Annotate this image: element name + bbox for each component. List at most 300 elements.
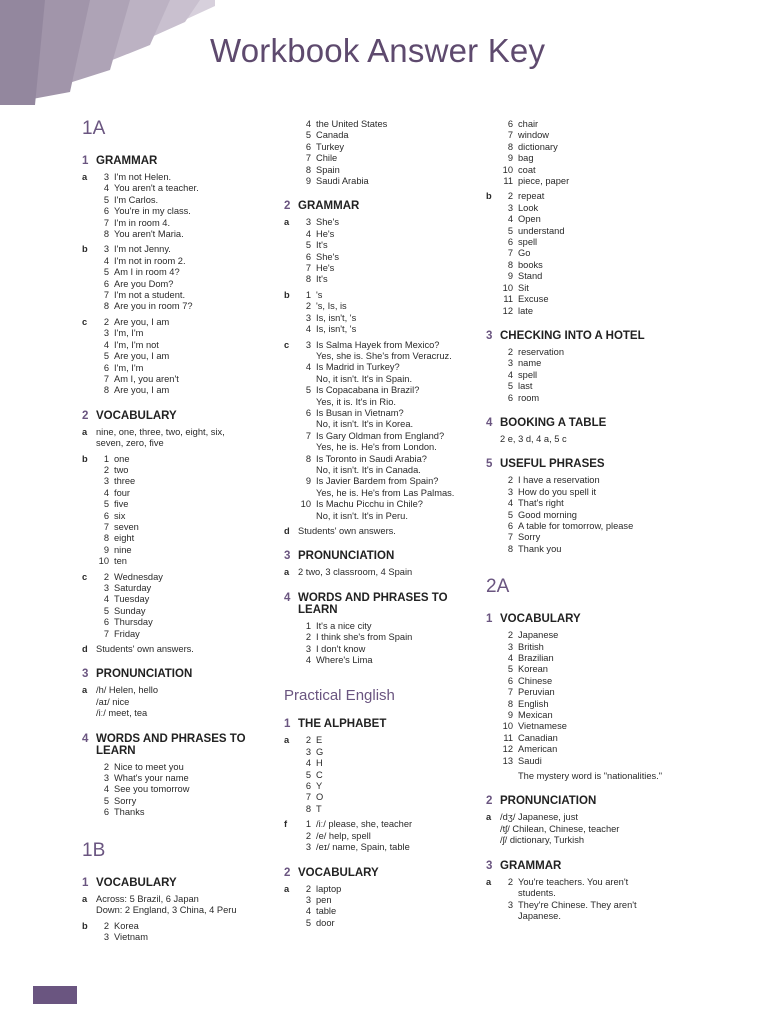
section-title: GRAMMAR bbox=[298, 200, 360, 213]
answer-row bbox=[298, 290, 484, 301]
answer-block bbox=[486, 191, 686, 316]
answer-text: repeat bbox=[518, 191, 545, 202]
answer-text: You're in my class. bbox=[114, 206, 191, 217]
answer-row bbox=[96, 465, 277, 476]
answer-number: 5 bbox=[507, 509, 513, 520]
answer-row bbox=[298, 918, 484, 929]
answer-row bbox=[500, 347, 686, 358]
answer-row bbox=[298, 906, 484, 917]
answer-text: I'm not Jenny. bbox=[114, 244, 171, 255]
section-heading bbox=[486, 860, 686, 872]
answer-text: two bbox=[114, 464, 129, 475]
answer-number: 11 bbox=[503, 176, 513, 187]
answer-text: pen bbox=[316, 894, 332, 905]
answer-row bbox=[298, 419, 484, 430]
answer-number: 9 bbox=[305, 476, 311, 487]
answer-number: 11 bbox=[503, 294, 513, 305]
answer-number: 6 bbox=[305, 781, 311, 792]
answer-block bbox=[486, 812, 686, 846]
answer-number: 7 bbox=[305, 153, 311, 164]
answer-row bbox=[298, 499, 484, 510]
answer-row bbox=[500, 165, 686, 176]
answer-text: eight bbox=[114, 533, 135, 544]
answer-text: Am I, you aren't bbox=[114, 373, 179, 384]
answer-block bbox=[486, 630, 686, 782]
answer-row bbox=[96, 454, 277, 465]
answer-text: No, it isn't. It's in Canada. bbox=[316, 464, 421, 475]
answer-number: 8 bbox=[103, 385, 109, 396]
answer-row bbox=[298, 313, 484, 324]
answer-line: /h/ Helen, hello bbox=[96, 685, 159, 696]
answer-text: spell bbox=[518, 237, 538, 248]
answer-row bbox=[500, 756, 686, 767]
section-title: VOCABULARY bbox=[96, 876, 177, 889]
answer-text: No, it isn't. It's in Spain. bbox=[316, 373, 413, 384]
answer-number: 4 bbox=[305, 906, 311, 917]
answer-number: 3 bbox=[507, 899, 513, 910]
answer-text: They're Chinese. They aren't bbox=[518, 899, 637, 910]
answer-number: 12 bbox=[502, 305, 513, 316]
answer-text: Thank you bbox=[518, 543, 562, 554]
answer-block bbox=[284, 735, 484, 815]
answer-text: I'm not Helen. bbox=[114, 172, 172, 182]
answer-block bbox=[82, 317, 277, 397]
answer-row bbox=[96, 572, 277, 583]
unit-heading: 1A bbox=[82, 118, 106, 139]
answer-row bbox=[500, 630, 686, 641]
answer-text: reservation bbox=[518, 346, 564, 357]
answer-number: 4 bbox=[507, 498, 513, 509]
answer-number: 12 bbox=[502, 744, 513, 755]
answer-text: seven bbox=[114, 521, 139, 532]
answer-text: Spain bbox=[316, 164, 340, 175]
answer-text: T bbox=[316, 803, 322, 814]
answer-number: 3 bbox=[305, 746, 311, 757]
answer-row bbox=[500, 710, 686, 721]
answer-row bbox=[298, 770, 484, 781]
section-title: VOCABULARY bbox=[500, 613, 581, 626]
answer-row bbox=[298, 176, 484, 187]
answer-text: Stand bbox=[518, 271, 543, 282]
section-title: BOOKING A TABLE bbox=[500, 416, 607, 429]
answer-number: 4 bbox=[305, 228, 311, 239]
answer-number: 6 bbox=[103, 807, 109, 818]
answer-row bbox=[298, 488, 484, 499]
answer-text: Yes, he is. He's from London. bbox=[316, 442, 437, 453]
answer-block bbox=[82, 685, 277, 719]
answer-number: 7 bbox=[305, 792, 311, 803]
exercise-letter: a bbox=[82, 893, 88, 904]
answer-number: 6 bbox=[103, 362, 109, 373]
answer-row bbox=[500, 176, 686, 187]
answer-row bbox=[298, 385, 484, 396]
section-heading bbox=[82, 668, 277, 680]
answer-text: English bbox=[518, 698, 549, 709]
answer-text: Look bbox=[518, 202, 539, 213]
section-number: 1 bbox=[82, 155, 89, 167]
answer-number: 6 bbox=[507, 520, 513, 531]
exercise-letter: c bbox=[82, 316, 88, 327]
answer-number: 7 bbox=[507, 248, 513, 259]
answer-row bbox=[298, 165, 484, 176]
answer-text: Friday bbox=[114, 628, 140, 639]
answer-text: five bbox=[114, 499, 129, 510]
answer-text: Japanese bbox=[518, 630, 559, 641]
section-number: 3 bbox=[486, 329, 493, 342]
section-title: GRAMMAR bbox=[500, 859, 562, 872]
answer-row bbox=[96, 522, 277, 533]
answer-number: 8 bbox=[103, 229, 109, 240]
answer-number: 6 bbox=[507, 237, 513, 248]
answer-row bbox=[298, 263, 484, 274]
answer-row bbox=[96, 545, 277, 556]
answer-row bbox=[96, 301, 277, 312]
answer-row bbox=[96, 796, 277, 807]
answer-number: 8 bbox=[507, 259, 513, 270]
answer-number: 5 bbox=[305, 385, 311, 396]
answer-block bbox=[486, 877, 686, 923]
answer-row bbox=[500, 521, 686, 532]
answer-row bbox=[96, 218, 277, 229]
answer-row bbox=[298, 274, 484, 285]
answer-text: chair bbox=[518, 119, 539, 129]
exercise-letter: a bbox=[284, 217, 290, 228]
answer-text: She's bbox=[316, 217, 339, 228]
section-heading bbox=[82, 877, 277, 889]
answer-block bbox=[486, 475, 686, 555]
answer-number: 4 bbox=[305, 324, 311, 335]
answer-number: 4 bbox=[305, 758, 311, 769]
answer-text: I'm not a student. bbox=[114, 290, 186, 301]
answer-number: 2 bbox=[103, 571, 109, 582]
answer-text: I'm not in room 2. bbox=[114, 255, 186, 266]
exercise-letter: b bbox=[82, 920, 88, 931]
answer-number: 7 bbox=[507, 532, 513, 543]
section-number: 2 bbox=[486, 795, 493, 808]
section-number: 3 bbox=[284, 550, 291, 563]
answer-line: Students' own answers. bbox=[96, 644, 194, 655]
answer-row bbox=[500, 260, 686, 271]
answer-row bbox=[96, 340, 277, 351]
answer-line: /iː/ meet, tea bbox=[96, 708, 148, 719]
answer-row bbox=[500, 203, 686, 214]
column-left bbox=[82, 119, 277, 947]
answer-number: 1 bbox=[305, 819, 311, 830]
answer-number: 1 bbox=[305, 289, 311, 300]
answer-text: What's your name bbox=[114, 773, 189, 784]
answer-row bbox=[298, 397, 484, 408]
answer-row bbox=[500, 900, 686, 911]
answer-row bbox=[500, 283, 686, 294]
answer-text: Nice to meet you bbox=[114, 761, 184, 772]
answer-number: 7 bbox=[103, 290, 109, 301]
answer-number: 6 bbox=[507, 675, 513, 686]
answer-text: nine bbox=[114, 544, 132, 555]
answer-number: 10 bbox=[98, 556, 109, 567]
answer-number: 1 bbox=[103, 453, 109, 464]
answer-text: /e/ help, spell bbox=[316, 830, 371, 841]
answer-number: 6 bbox=[103, 510, 109, 521]
answer-row bbox=[500, 142, 686, 153]
answer-row bbox=[298, 142, 484, 153]
answer-text: name bbox=[518, 358, 542, 369]
answer-number: 8 bbox=[507, 698, 513, 709]
answer-row bbox=[96, 351, 277, 362]
section-group-heading: Practical English bbox=[284, 687, 395, 705]
answer-text: table bbox=[316, 906, 337, 917]
answer-number: 10 bbox=[502, 282, 513, 293]
answer-text: Are you, I am bbox=[114, 316, 170, 327]
answer-number: 5 bbox=[103, 194, 109, 205]
answer-text: He's bbox=[316, 263, 335, 274]
answer-text: You're teachers. You aren't bbox=[518, 876, 629, 887]
answer-number: 7 bbox=[103, 217, 109, 228]
answer-row bbox=[96, 256, 277, 267]
answer-row bbox=[96, 583, 277, 594]
answer-number: 2 bbox=[305, 883, 311, 894]
answer-row bbox=[500, 306, 686, 317]
answer-text: last bbox=[518, 381, 533, 392]
exercise-letter: a bbox=[82, 426, 88, 437]
answer-text: I have a reservation bbox=[518, 475, 600, 486]
answer-text: American bbox=[518, 744, 558, 755]
answer-number: 6 bbox=[305, 141, 311, 152]
answer-text: Is Salma Hayek from Mexico? bbox=[316, 339, 440, 350]
section-number: 1 bbox=[82, 876, 89, 889]
answer-row bbox=[96, 183, 277, 194]
answer-row bbox=[96, 374, 277, 385]
answer-number: 2 bbox=[507, 876, 513, 887]
answer-text: the United States bbox=[316, 119, 388, 129]
answer-text: No, it isn't. It's in Peru. bbox=[316, 510, 408, 521]
answer-row bbox=[500, 911, 686, 922]
answer-line: Across: 5 Brazil, 6 Japan bbox=[96, 893, 199, 904]
answer-text: books bbox=[518, 259, 543, 270]
exercise-letter: c bbox=[82, 571, 88, 582]
answer-row bbox=[298, 229, 484, 240]
exercise-letter: a bbox=[82, 172, 88, 182]
answer-text: Is Copacabana in Brazil? bbox=[316, 385, 420, 396]
section-number: 5 bbox=[486, 458, 493, 471]
answer-row bbox=[500, 237, 686, 248]
section-number: 4 bbox=[486, 416, 493, 429]
section-number: 3 bbox=[82, 668, 89, 681]
answer-text: Japanese. bbox=[518, 910, 561, 921]
section-number: 1 bbox=[486, 613, 493, 626]
section-heading bbox=[486, 330, 686, 342]
answer-text: ten bbox=[114, 556, 127, 567]
answer-text: You aren't a teacher. bbox=[114, 183, 199, 194]
answer-block bbox=[284, 526, 484, 537]
answer-row bbox=[96, 773, 277, 784]
answer-row bbox=[96, 279, 277, 290]
answer-number: 10 bbox=[502, 721, 513, 732]
answer-number: 3 bbox=[305, 312, 311, 323]
answer-number: 9 bbox=[507, 710, 513, 721]
answer-text: window bbox=[518, 130, 550, 141]
answer-text: C bbox=[316, 769, 323, 780]
answer-block bbox=[284, 819, 484, 853]
answer-row bbox=[500, 498, 686, 509]
answer-number: 3 bbox=[305, 842, 311, 853]
unit-heading: 2A bbox=[486, 576, 510, 598]
answer-row bbox=[96, 267, 277, 278]
answer-row bbox=[96, 921, 277, 932]
answer-text: A table for tomorrow, please bbox=[518, 520, 634, 531]
answer-number: 1 bbox=[305, 620, 311, 631]
answer-number: 7 bbox=[305, 430, 311, 441]
exercise-letter: c bbox=[284, 339, 290, 350]
section-heading bbox=[82, 410, 277, 422]
answer-number: 6 bbox=[305, 407, 311, 418]
exercise-letter: a bbox=[284, 883, 290, 894]
answer-line: nine, one, three, two, eight, six, bbox=[96, 426, 225, 437]
answer-number: 3 bbox=[305, 217, 311, 228]
exercise-letter: f bbox=[284, 819, 288, 830]
page-title: Workbook Answer Key bbox=[210, 32, 546, 69]
answer-row bbox=[298, 240, 484, 251]
answer-row bbox=[96, 606, 277, 617]
answer-number: 5 bbox=[305, 240, 311, 251]
answer-number: 3 bbox=[103, 328, 109, 339]
answer-text: Chinese bbox=[518, 675, 553, 686]
answer-row bbox=[298, 804, 484, 815]
answer-number: 8 bbox=[103, 301, 109, 312]
answer-row bbox=[500, 699, 686, 710]
answer-row bbox=[298, 324, 484, 335]
answer-row bbox=[96, 762, 277, 773]
answer-number: 2 bbox=[103, 464, 109, 475]
answer-row bbox=[500, 733, 686, 744]
answer-row bbox=[96, 195, 277, 206]
answer-row bbox=[500, 153, 686, 164]
answer-number: 9 bbox=[305, 176, 311, 187]
answer-row bbox=[500, 721, 686, 732]
answer-row bbox=[298, 130, 484, 141]
answer-row bbox=[96, 328, 277, 339]
answer-text: Wednesday bbox=[114, 571, 163, 582]
answer-row bbox=[500, 358, 686, 369]
answer-text: door bbox=[316, 917, 335, 928]
section-number: 4 bbox=[82, 732, 89, 745]
answer-number: 4 bbox=[305, 362, 311, 373]
answer-row bbox=[500, 271, 686, 282]
answer-row bbox=[500, 119, 686, 130]
section-heading bbox=[486, 613, 686, 625]
section-title: WORDS AND PHRASES TO LEARN bbox=[96, 732, 246, 757]
answer-text: Canada bbox=[316, 130, 349, 141]
answer-row bbox=[298, 895, 484, 906]
exercise-letter: a bbox=[486, 876, 492, 887]
answer-row bbox=[96, 932, 277, 943]
answer-number: 3 bbox=[507, 641, 513, 652]
section-heading bbox=[284, 592, 484, 616]
answer-number: 7 bbox=[103, 628, 109, 639]
answer-text: 's, Is, is bbox=[316, 301, 347, 312]
answer-text: Turkey bbox=[316, 141, 345, 152]
answer-number: 8 bbox=[305, 803, 311, 814]
answer-number: 6 bbox=[103, 206, 109, 217]
answer-block bbox=[284, 217, 484, 285]
answer-row bbox=[298, 408, 484, 419]
answer-number: 7 bbox=[103, 521, 109, 532]
answer-text: Is Javier Bardem from Spain? bbox=[316, 476, 439, 487]
answer-text: It's a nice city bbox=[316, 620, 372, 631]
section-heading bbox=[82, 155, 277, 167]
answer-block bbox=[284, 290, 484, 336]
answer-text: Am I in room 4? bbox=[114, 267, 180, 278]
answer-number: 13 bbox=[502, 755, 513, 766]
answer-row bbox=[500, 214, 686, 225]
answer-text: Yes, it is. It's in Rio. bbox=[316, 396, 396, 407]
answer-text: Excuse bbox=[518, 294, 549, 305]
answer-text: Sorry bbox=[518, 532, 541, 543]
answer-row bbox=[96, 499, 277, 510]
answer-row bbox=[298, 655, 484, 666]
answer-text: Tuesday bbox=[114, 594, 150, 605]
answer-text: Are you, I am bbox=[114, 385, 170, 396]
answer-text: Brazilian bbox=[518, 653, 554, 663]
answer-text: Chile bbox=[316, 153, 338, 164]
answer-row bbox=[500, 475, 686, 486]
answer-row bbox=[500, 877, 686, 888]
answer-number: 5 bbox=[305, 130, 311, 141]
answer-text: /eɪ/ name, Spain, table bbox=[316, 842, 410, 853]
exercise-letter: a bbox=[284, 567, 290, 578]
answer-number: 8 bbox=[507, 543, 513, 554]
answer-text: Is Madrid in Turkey? bbox=[316, 362, 400, 373]
answer-block bbox=[82, 172, 277, 240]
answer-block bbox=[82, 921, 277, 944]
answer-row bbox=[96, 533, 277, 544]
answer-text: Is Toronto in Saudi Arabia? bbox=[316, 453, 427, 464]
section-heading bbox=[284, 867, 484, 879]
answer-row bbox=[500, 510, 686, 521]
exercise-letter: b bbox=[82, 453, 88, 464]
answer-number: 2 bbox=[305, 632, 311, 643]
exercise-letter: a bbox=[284, 735, 290, 746]
answer-text: H bbox=[316, 758, 323, 769]
answer-row bbox=[500, 642, 686, 653]
answer-text: spell bbox=[518, 369, 538, 380]
answer-text: Y bbox=[316, 781, 323, 792]
answer-number: 10 bbox=[502, 164, 513, 175]
answer-number: 5 bbox=[103, 499, 109, 510]
answer-text: See you tomorrow bbox=[114, 784, 190, 795]
answer-number: 2 bbox=[507, 346, 513, 357]
answer-block bbox=[284, 119, 484, 187]
answer-number: 6 bbox=[305, 251, 311, 262]
answer-number: 3 bbox=[507, 486, 513, 497]
exercise-letter: b bbox=[486, 191, 492, 202]
section-number: 1 bbox=[284, 718, 291, 731]
answer-number: 8 bbox=[305, 164, 311, 175]
exercise-letter: b bbox=[284, 289, 290, 300]
answer-block bbox=[82, 454, 277, 568]
answer-text: I'm Carlos. bbox=[114, 194, 159, 205]
answer-text: Korean bbox=[518, 664, 548, 675]
answer-line: 2 e, 3 d, 4 a, 5 c bbox=[500, 433, 567, 444]
section-title: PRONUNCIATION bbox=[298, 550, 395, 563]
answer-row bbox=[96, 488, 277, 499]
answer-row bbox=[298, 476, 484, 487]
answer-row bbox=[298, 351, 484, 362]
answer-line: /tʃ/ Chilean, Chinese, teacher bbox=[500, 823, 620, 834]
answer-number: 4 bbox=[103, 487, 109, 498]
answer-text: Sorry bbox=[114, 795, 137, 806]
answer-block bbox=[284, 567, 484, 578]
exercise-letter: a bbox=[486, 812, 492, 823]
